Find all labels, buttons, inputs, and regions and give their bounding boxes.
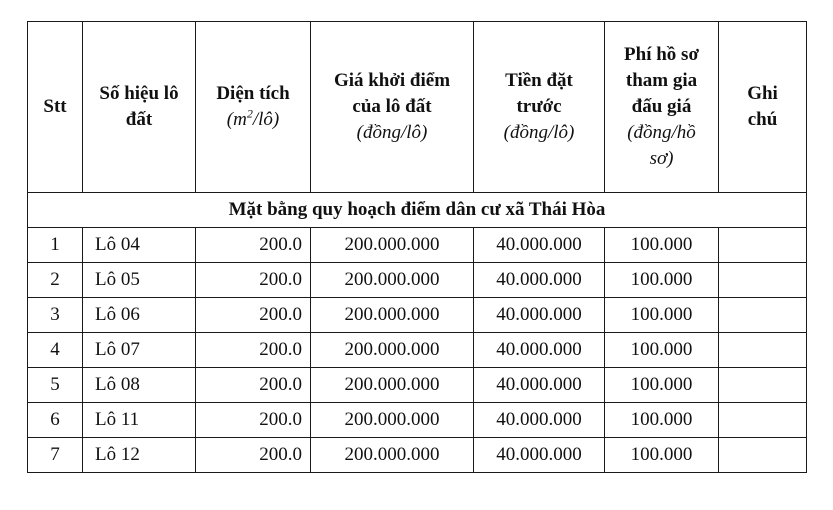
cell-area: 200.0 [196, 438, 311, 473]
cell-lot-id: Lô 06 [83, 298, 196, 333]
cell-lot-id: Lô 04 [83, 228, 196, 263]
table-body [28, 193, 807, 473]
cell-dossier-fee: 100.000 [605, 228, 719, 263]
header-area: Diện tích $(m^2/lô)$ [196, 22, 311, 193]
table-row [28, 228, 807, 263]
cell-stt: 6 [28, 403, 83, 438]
cell-lot-id: Lô 12 [83, 438, 196, 473]
cell-dossier-fee: 100.000 [605, 298, 719, 333]
cell-deposit: 40.000.000 [474, 438, 605, 473]
header-note: Ghi chú [719, 22, 807, 193]
cell-deposit: 40.000.000 [474, 403, 605, 438]
cell-stt: 2 [28, 263, 83, 298]
cell-deposit: 40.000.000 [474, 333, 605, 368]
cell-note [719, 333, 807, 368]
header-stt: Stt [28, 22, 83, 193]
cell-lot-id: Lô 08 [83, 368, 196, 403]
table-row [28, 403, 807, 438]
cell-dossier-fee: 100.000 [605, 263, 719, 298]
cell-stt: 7 [28, 438, 83, 473]
section-row [28, 193, 807, 228]
cell-deposit: 40.000.000 [474, 263, 605, 298]
cell-start-price: 200.000.000 [311, 228, 474, 263]
cell-start-price: 200.000.000 [311, 263, 474, 298]
cell-lot-id: Lô 07 [83, 333, 196, 368]
cell-stt: 5 [28, 368, 83, 403]
header-start-price: Giá khởi điểm của lô đất (đồng/lô) [311, 22, 474, 193]
cell-stt: 3 [28, 298, 83, 333]
table-row [28, 263, 807, 298]
cell-area: 200.0 [196, 228, 311, 263]
header-dossier-fee: Phí hồ sơ tham gia đấu giá (đồng/hồ sơ) [605, 22, 719, 193]
cell-start-price: 200.000.000 [311, 333, 474, 368]
cell-stt: 1 [28, 228, 83, 263]
cell-note [719, 298, 807, 333]
section-title: Mặt bằng quy hoạch điểm dân cư xã Thái Hòa [28, 193, 807, 228]
cell-area: 200.0 [196, 403, 311, 438]
table-row [28, 438, 807, 473]
cell-dossier-fee: 100.000 [605, 403, 719, 438]
cell-deposit: 40.000.000 [474, 228, 605, 263]
cell-stt: 4 [28, 333, 83, 368]
cell-start-price: 200.000.000 [311, 438, 474, 473]
cell-area: 200.0 [196, 368, 311, 403]
cell-dossier-fee: 100.000 [605, 368, 719, 403]
cell-note [719, 263, 807, 298]
cell-start-price: 200.000.000 [311, 368, 474, 403]
header-area-unit: $(m^2/lô)$ [226, 106, 280, 130]
cell-dossier-fee: 100.000 [605, 438, 719, 473]
cell-note [719, 368, 807, 403]
cell-deposit: 40.000.000 [474, 298, 605, 333]
table-row [28, 333, 807, 368]
cell-note [719, 228, 807, 263]
cell-lot-id: Lô 05 [83, 263, 196, 298]
cell-area: 200.0 [196, 263, 311, 298]
table-row [28, 298, 807, 333]
table-row [28, 368, 807, 403]
cell-lot-id: Lô 11 [83, 403, 196, 438]
cell-dossier-fee: 100.000 [605, 333, 719, 368]
cell-note [719, 403, 807, 438]
cell-area: 200.0 [196, 298, 311, 333]
cell-deposit: 40.000.000 [474, 368, 605, 403]
auction-lot-table [27, 21, 807, 473]
table-header [28, 22, 807, 193]
header-lot-id: Số hiệu lô đất [83, 22, 196, 193]
cell-start-price: 200.000.000 [311, 298, 474, 333]
cell-area: 200.0 [196, 333, 311, 368]
cell-note [719, 438, 807, 473]
auction-lot-table-container [27, 21, 807, 473]
header-deposit: Tiền đặt trước (đồng/lô) [474, 22, 605, 193]
cell-start-price: 200.000.000 [311, 403, 474, 438]
